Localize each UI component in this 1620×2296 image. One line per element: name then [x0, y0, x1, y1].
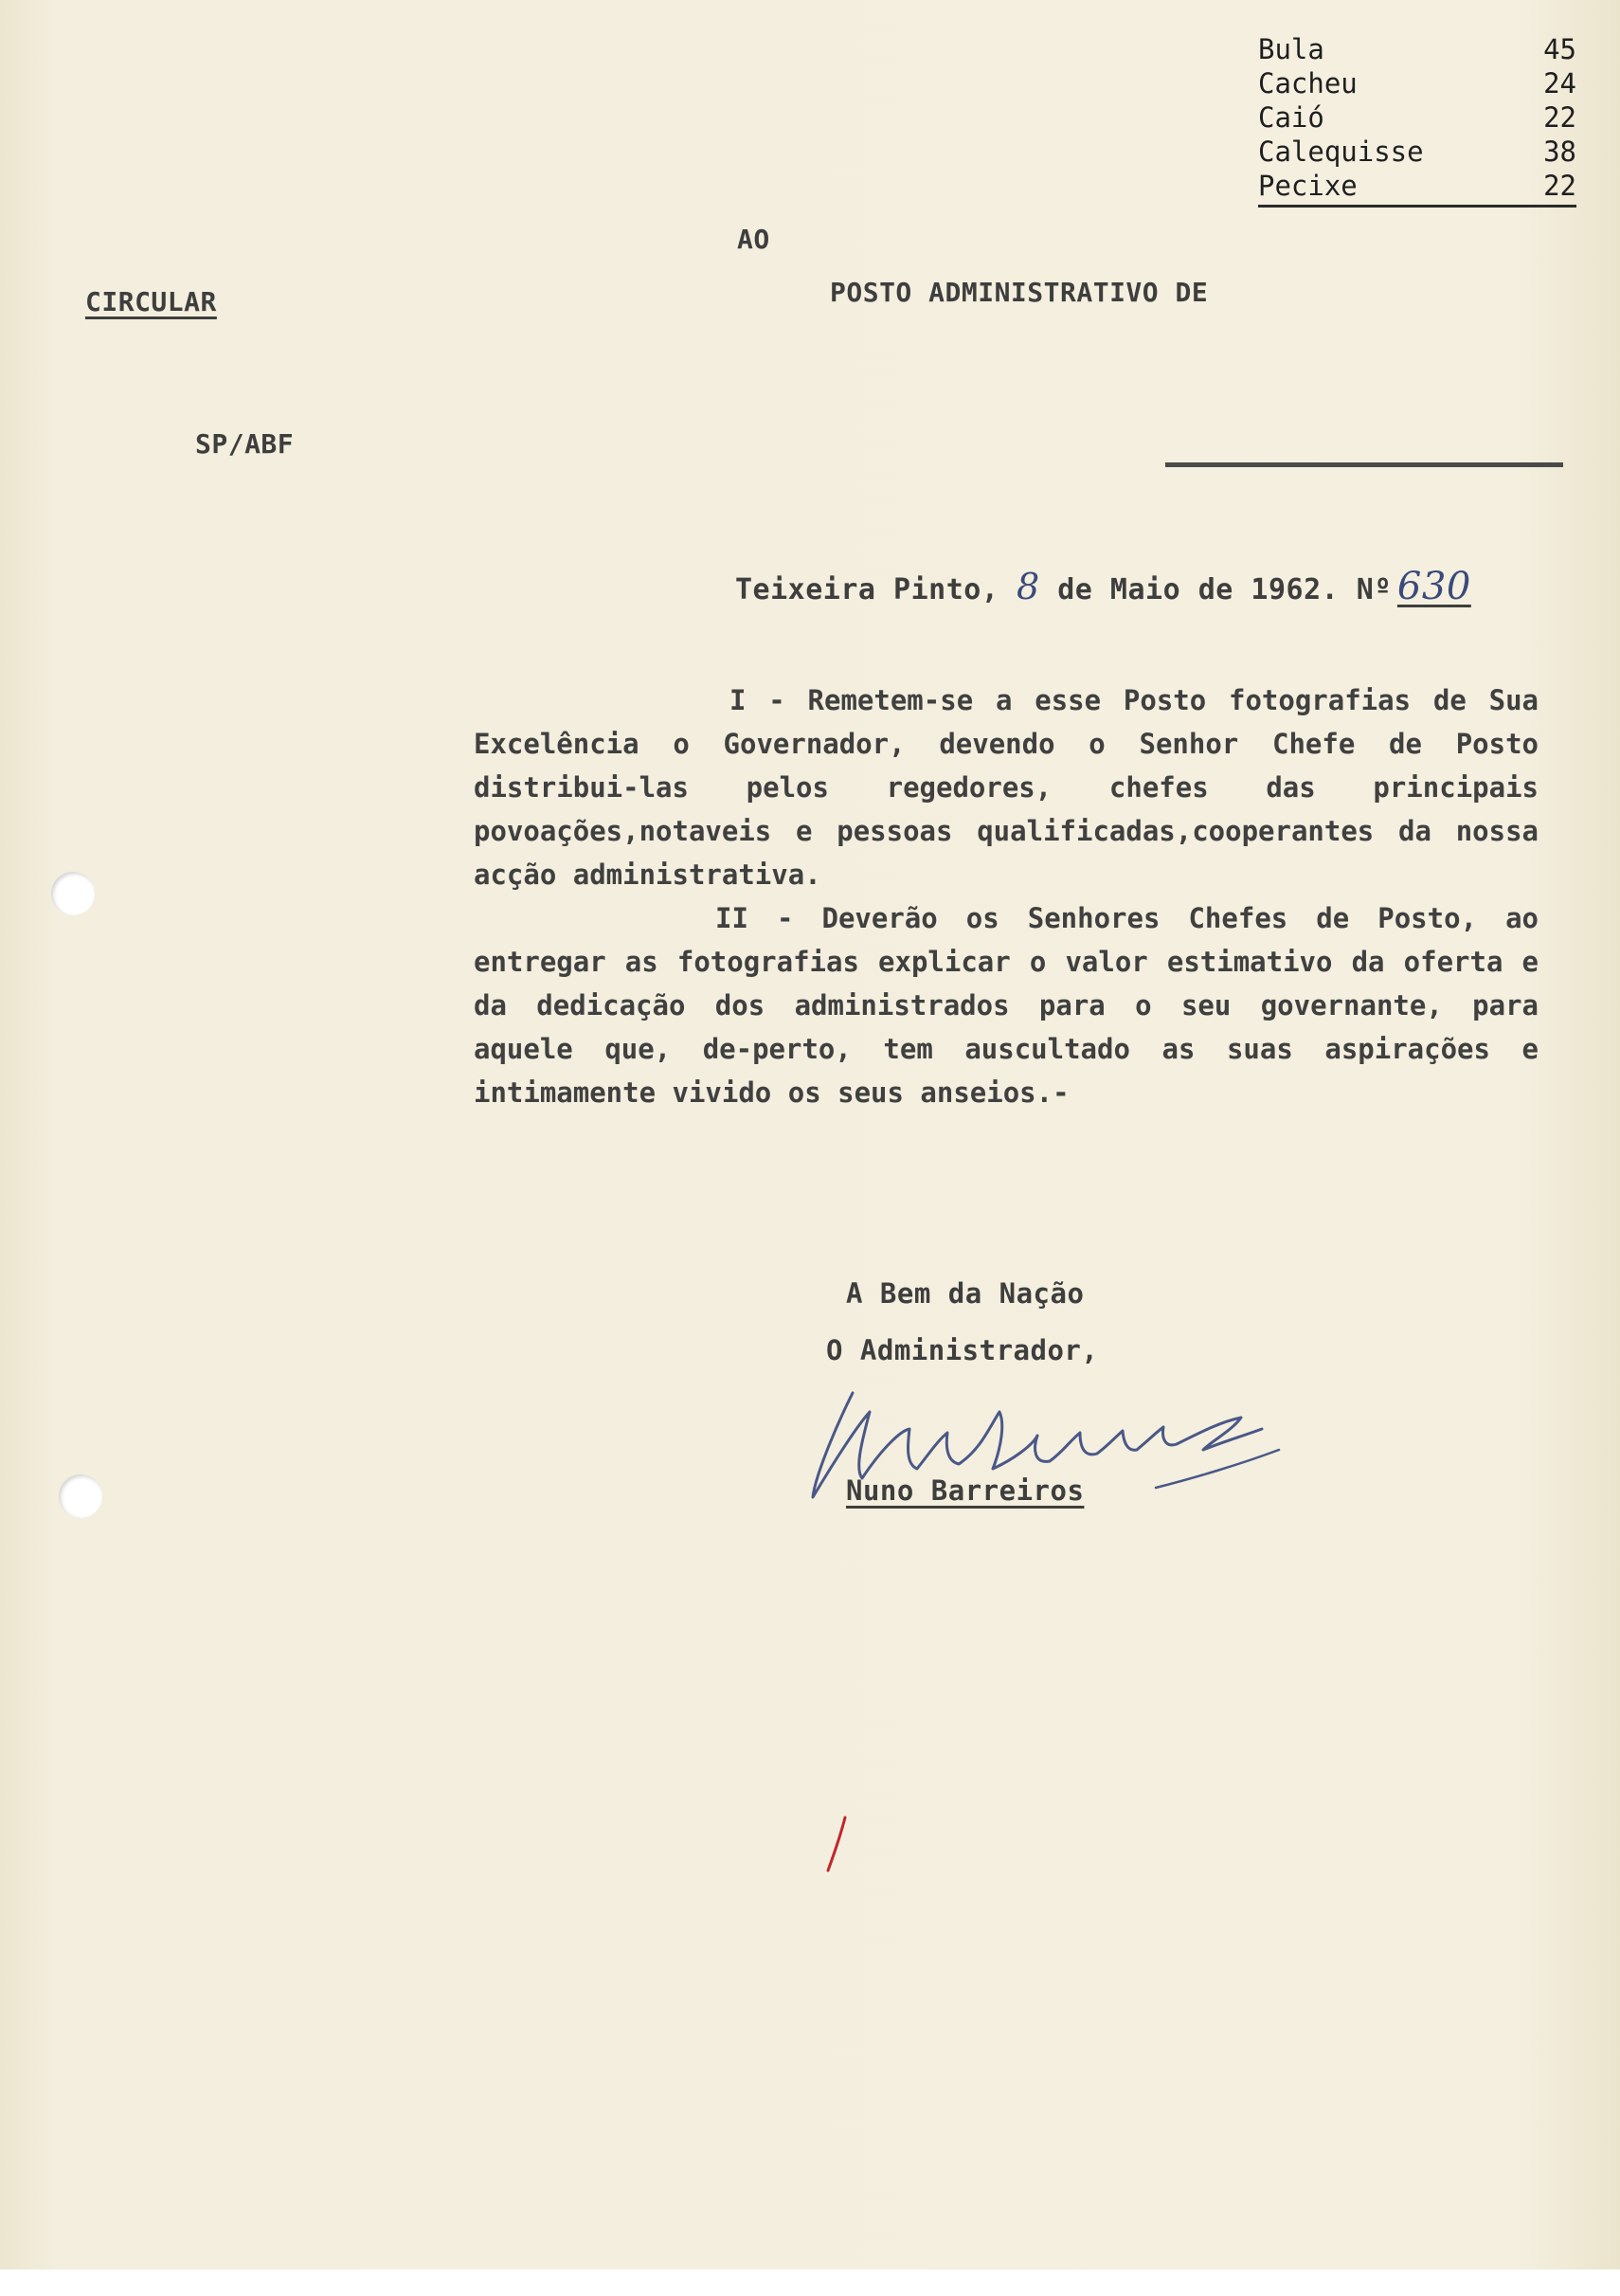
scan-border	[0, 2269, 1620, 2296]
distribution-row	[1258, 32, 1576, 66]
distribution-row	[1258, 66, 1576, 100]
body-paragraph-1: I - Remetem-se a esse Posto fotografias de Sua Excelência o Governador, devendo o Senhor Chefe de Posto distribui-las pelos regedores, chefes das principais povoações,notaveis e pessoas qualificadas,cooperantes da nossa acção administrativa.	[474, 684, 1539, 891]
distribution-count: 22	[1543, 101, 1576, 134]
distribution-name: Pecixe	[1258, 170, 1358, 202]
dateline-place: Teixeira Pinto,	[735, 573, 999, 606]
dateline-number-prefix: Nº	[1356, 573, 1392, 606]
dateline-day: 8	[1017, 566, 1040, 607]
distribution-name: Bula	[1258, 33, 1324, 65]
doc-type: CIRCULAR	[85, 286, 217, 317]
distribution-name: Caió	[1258, 101, 1324, 134]
punch-hole-bottom	[59, 1474, 102, 1518]
reference-code: SP/ABF	[195, 428, 295, 460]
distribution-count: 45	[1543, 33, 1576, 65]
recipient-blank-line	[1165, 462, 1563, 467]
distribution-rule	[1258, 205, 1576, 208]
distribution-count: 22	[1543, 170, 1576, 202]
signatory-name: Nuno Barreiros	[846, 1474, 1085, 1507]
distribution-count: 24	[1543, 67, 1576, 99]
distribution-count: 38	[1543, 136, 1576, 168]
distribution-name: Calequisse	[1258, 136, 1424, 168]
closing-title: O Administrador,	[826, 1334, 1099, 1366]
to-prefix: AO	[737, 224, 770, 255]
distribution-row	[1258, 169, 1576, 203]
distribution-row	[1258, 100, 1576, 135]
distribution-name: Cacheu	[1258, 67, 1358, 99]
letter-body	[474, 678, 1539, 1114]
punch-hole-top	[51, 872, 95, 915]
distribution-row	[1258, 135, 1576, 169]
dateline	[735, 565, 1500, 608]
closing-salutation: A Bem da Nação	[846, 1277, 1085, 1310]
red-check-mark	[822, 1812, 851, 1878]
recipient-line: POSTO ADMINISTRATIVO DE	[830, 277, 1209, 308]
body-paragraph-2: II - Deverão os Senhores Chefes de Posto, ao entregar as fotografias explicar o valor estimativo da oferta e da dedicação dos administrados para o seu governante, para aquele que, de-perto, tem auscultado as suas aspirações e intimamente vivido os seus anseios.-	[474, 902, 1539, 1109]
distribution-list	[1258, 32, 1576, 208]
document-number: 630	[1396, 565, 1471, 608]
dateline-date: de Maio de 1962.	[1057, 573, 1340, 606]
